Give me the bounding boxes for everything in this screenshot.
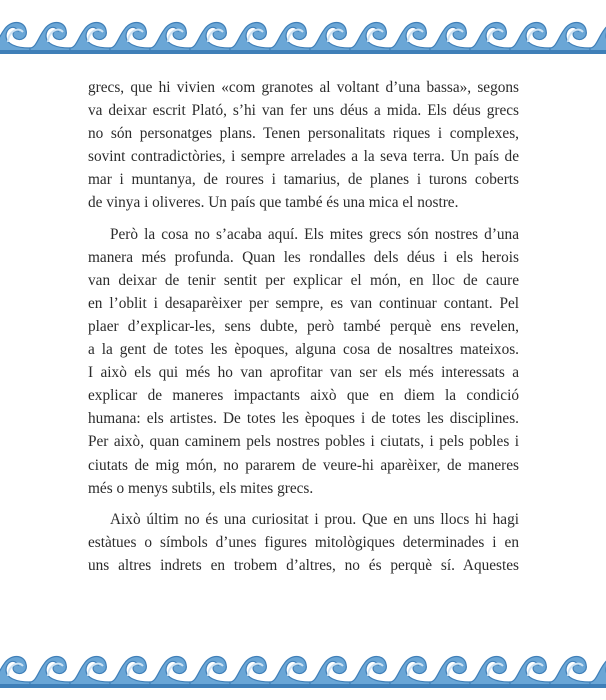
text-line: van deixar de tenir sentit per explicar el món, en lloc de caure <box>88 271 519 289</box>
text-line: més o menys subtils, els mites grecs. <box>88 479 314 497</box>
wave-scroll-icon <box>70 657 110 687</box>
wave-scroll-icon <box>310 657 350 687</box>
wave-scroll-icon <box>510 23 550 53</box>
text-line: no són personatges plans. Tenen personalitats riques i complexes, <box>88 125 519 143</box>
wave-scroll-icon <box>550 657 590 687</box>
wave-scroll-icon <box>310 23 350 53</box>
wave-scroll-icon <box>470 23 510 53</box>
wave-scroll-icon <box>0 657 606 689</box>
wave-scroll-icon <box>150 657 190 687</box>
wave-scroll-icon <box>230 657 270 687</box>
wave-border-bottom <box>0 646 606 690</box>
wave-scroll-icon <box>550 23 590 53</box>
text-line: de vinya i oliveres. Un país que també és una mica el nostre. <box>88 194 459 212</box>
wave-scroll-icon <box>0 657 30 687</box>
paragraph-2 <box>88 223 519 500</box>
wave-scroll-icon <box>190 23 230 53</box>
wave-scroll-icon <box>430 657 470 687</box>
wave-scroll-icon <box>0 23 606 55</box>
wave-scroll-icon <box>470 657 510 687</box>
wave-scroll-icon <box>350 23 390 53</box>
paragraph-1 <box>88 76 519 215</box>
wave-scroll-icon <box>110 657 150 687</box>
text-line: Això últim no és una curiositat i prou. Que en uns llocs hi hagi <box>110 510 519 528</box>
wave-scroll-icon <box>30 657 70 687</box>
text-line: I això els qui més ho van aprofitar van ser els més interessats a <box>88 364 519 382</box>
wave-scroll-icon <box>270 23 310 53</box>
text-line: humana: els artistes. De totes les èpoques i de totes les disciplines. <box>88 410 519 428</box>
text-line: explicar de maneres impactants això que en diem la condició <box>88 387 519 405</box>
wave-scroll-icon <box>350 657 390 687</box>
text-line: sovint contradictòries, i sempre arrelades a la seva terra. Un país de <box>88 148 519 166</box>
wave-scroll-icon <box>590 23 606 53</box>
text-line: grecs, que hi vivien «com granotes al voltant d’una bassa», segons <box>88 79 519 96</box>
text-line: va deixar escrit Plató, s’hi van fer uns déus a mida. Els déus grecs <box>88 102 519 120</box>
wave-scroll-icon <box>190 657 230 687</box>
wave-scroll-icon <box>510 657 550 687</box>
body-text <box>88 76 519 577</box>
wave-scroll-icon <box>590 657 606 687</box>
wave-scroll-icon <box>0 23 30 53</box>
wave-scroll-icon <box>430 23 470 53</box>
wave-scroll-icon <box>390 23 430 53</box>
text-line: estàtues o símbols d’unes figures mitològiques determinades i en <box>88 533 519 551</box>
text-line: manera més profunda. Quan les rondalles dels déus i els herois <box>88 248 519 266</box>
wave-scroll-icon <box>110 23 150 53</box>
text-line: ciutats de mig món, no pararem de veure-hi aparèixer, de maneres <box>88 456 519 474</box>
paragraph-3 <box>88 508 519 577</box>
text-line: plaer d’explicar-les, sens dubte, però també perquè ens revelen, <box>88 317 519 335</box>
text-line: mar i muntanya, de roures i tamarius, de planes i turons coberts <box>88 171 519 189</box>
wave-scroll-icon <box>230 23 270 53</box>
text-line: en l’oblit i desaparèixer per sempre, es van continuar contant. Pel <box>88 294 519 312</box>
text-line: a la gent de totes les èpoques, alguna cosa de nosaltres mateixos. <box>88 341 519 359</box>
text-line: Per això, quan caminem pels nostres pobles i ciutats, i pels pobles i <box>88 433 519 451</box>
wave-scroll-icon <box>30 23 70 53</box>
wave-scroll-icon <box>150 23 190 53</box>
wave-scroll-icon <box>390 657 430 687</box>
wave-border-top <box>0 12 606 56</box>
text-line: uns altres indrets en trobem d’altres, no és perquè sí. Aquestes <box>88 556 519 574</box>
wave-scroll-icon <box>270 657 310 687</box>
wave-scroll-icon <box>70 23 110 53</box>
text-line: Però la cosa no s’acaba aquí. Els mites grecs són nostres d’una <box>110 225 519 243</box>
